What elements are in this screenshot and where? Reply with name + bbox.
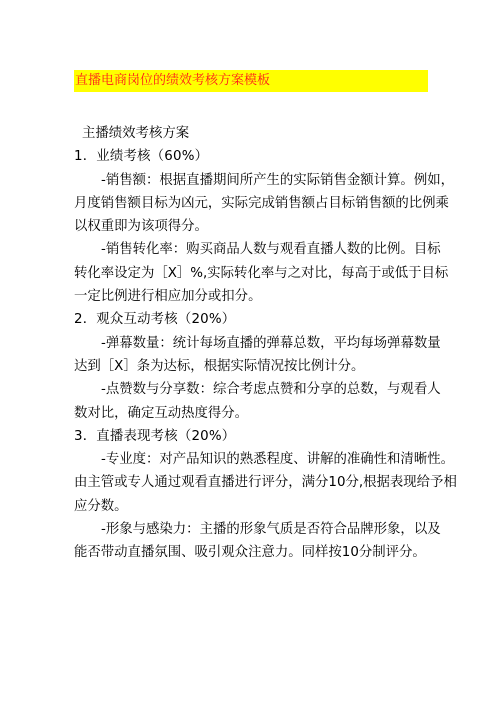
section-heading: 2．观众互动考核（20%） bbox=[74, 312, 236, 328]
paragraph-line: 数对比，确定互动热度得分。 bbox=[74, 405, 249, 421]
title-banner bbox=[74, 70, 428, 92]
document-subtitle: 主播绩效考核方案 bbox=[82, 126, 190, 141]
paragraph-line: 应分数。 bbox=[74, 498, 128, 514]
paragraph-line: 能否带动直播氛围、吸引观众注意力。同样按10分制评分。 bbox=[74, 545, 426, 561]
paragraph-line: 月度销售额目标为凶元，实际完成销售额占目标销售额的比例乘 bbox=[74, 195, 449, 211]
paragraph-line: -点赞数与分享数：综合考虑点赞和分享的总数，与观看人 bbox=[101, 382, 441, 398]
document-body bbox=[74, 122, 457, 565]
paragraph-line: 转化率设定为［X］%,实际转化率与之对比，每高于或低于目标 bbox=[74, 265, 449, 281]
section-heading: 3．直播表现考核（20%） bbox=[74, 428, 236, 444]
paragraph-line: 达到［X］条为达标，根据实际情况按比例计分。 bbox=[74, 358, 365, 374]
section-heading: 1．业绩考核（60%） bbox=[74, 149, 209, 165]
paragraph-line: -形象与感染力：主播的形象气质是否符合品牌形象，以及 bbox=[101, 522, 441, 538]
paragraph-line: 一定比例进行相应加分或扣分。 bbox=[74, 289, 262, 305]
paragraph-line: -销售转化率：购买商品人数与观看直播人数的比例。目标 bbox=[101, 242, 441, 258]
document-title: 直播电商岗位的绩效考核方案模板 bbox=[75, 73, 271, 88]
paragraph-line: 由主管或专人通过观看直播进行评分，满分10分,根据表现给予相 bbox=[74, 475, 457, 491]
paragraph-line: -弹幕数量：统计每场直播的弹幕总数，平均每场弹幕数量 bbox=[101, 335, 441, 351]
paragraph-line: -销售额：根据直播期间所产生的实际销售金额计算。例如， bbox=[101, 172, 454, 188]
paragraph-line: -专业度：对产品知识的熟悉程度、讲解的准确性和清晰性。 bbox=[101, 452, 454, 468]
paragraph-line: 以权重即为该项得分。 bbox=[74, 219, 208, 235]
